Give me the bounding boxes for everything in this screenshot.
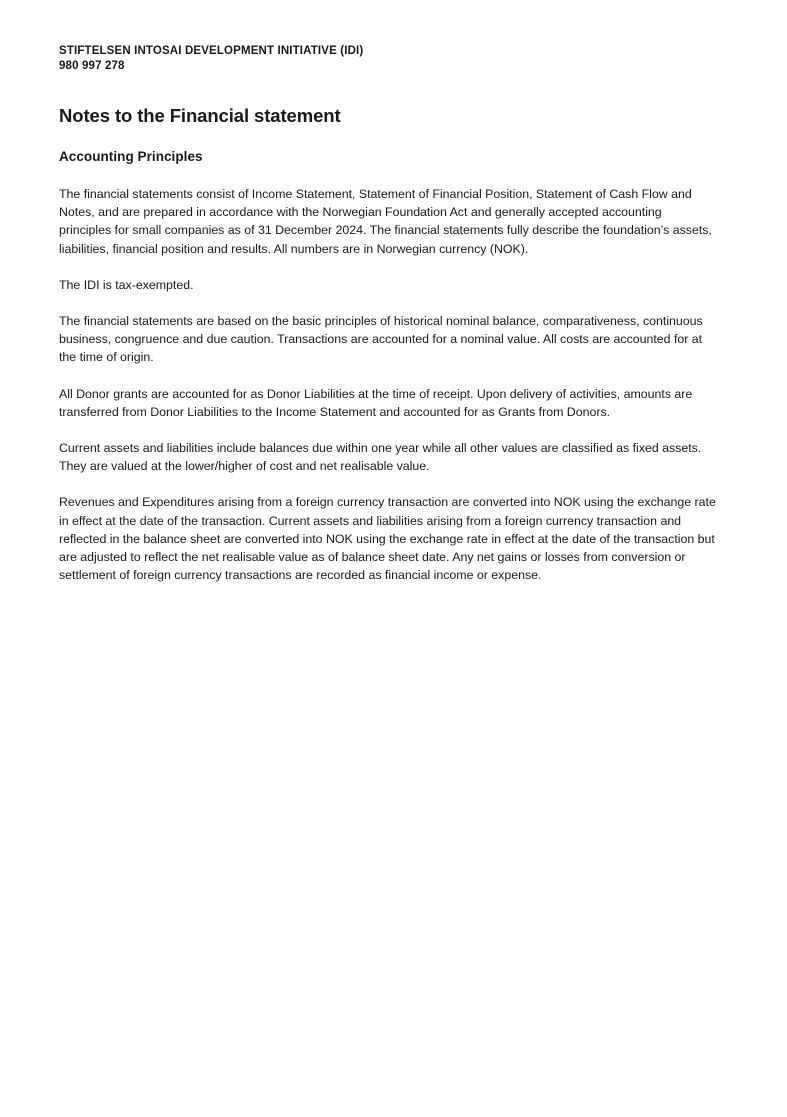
organization-number: 980 997 278 [59, 59, 125, 72]
section-heading-accounting-principles: Accounting Principles [59, 149, 203, 164]
paragraph: The financial statements are based on the basic principles of historical nominal balance, comparativeness, continuous business, congruence and due caution. Transactions are accounted for a nominal value. All costs are accounted for at the time of origin. [59, 314, 703, 365]
paragraph: The financial statements consist of Income Statement, Statement of Financial Position, Statement of Cash Flow and Notes, and are prepared in accordance with the Norwegian Foundation Act and generally accepted accounting principles for small companies as of 31 December 2024. The financial statements fully describe the foundation’s assets, liabilities, financial position and results. All numbers are in Norwegian currency (NOK). [59, 187, 712, 256]
paragraph: Current assets and liabilities include balances due within one year while all other values are classified as fixed assets. They are valued at the lower/higher of cost and net realisable value. [59, 441, 702, 474]
document-header [59, 44, 717, 73]
document-content [59, 44, 717, 584]
paragraph: The IDI is tax-exempted. [59, 277, 194, 292]
paragraph: Revenues and Expenditures arising from a foreign currency transaction are converted into NOK using the exchange rate in effect at the date of the transaction. Current assets and liabilities arising from a foreign currency transaction and reflected in the balance sheet are converted into NOK using the exchange rate in effect at the date of the transaction but are adjusted to reflect the net realisable value as of balance sheet date. Any net gains or losses from conversion or settlement of foreign currency transactions are recorded as financial income or expense. [59, 495, 716, 583]
organization-name: STIFTELSEN INTOSAI DEVELOPMENT INITIATIVE (IDI) [59, 45, 364, 57]
page-title: Notes to the Financial statement [59, 105, 341, 126]
paragraph: All Donor grants are accounted for as Donor Liabilities at the time of receipt. Upon delivery of activities, amounts are transferred from Donor Liabilities to the Income Statement and accounted for as Grants from Donors. [59, 386, 693, 419]
body-text-block [59, 185, 717, 584]
